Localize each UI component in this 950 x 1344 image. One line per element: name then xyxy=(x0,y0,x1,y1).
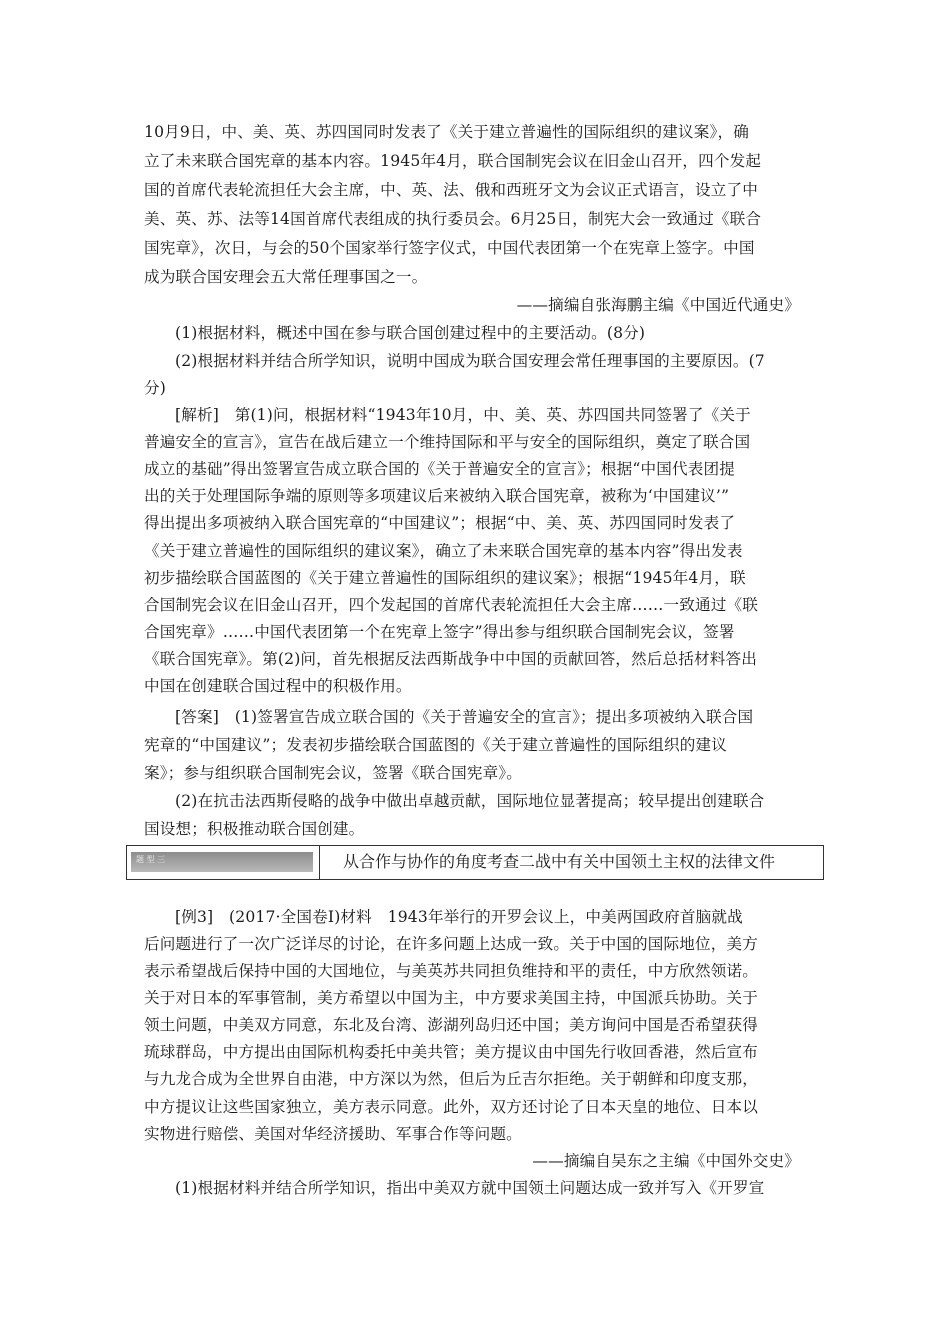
material-line: 国宪章》，次日，与会的50个国家举行签字仪式，中国代表团第一个在宪章上签字。中国 xyxy=(144,239,755,257)
section-tag xyxy=(131,852,313,872)
analysis-line: 合国宪章》……中国代表团第一个在宪章上签字”得出参与组织联合国制宪会议，签署 xyxy=(144,623,735,641)
analysis-line: 合国制宪会议在旧金山召开，四个发起国的首席代表轮流担任大会主席……一致通过《联 xyxy=(144,596,759,614)
analysis-line: 《关于建立普遍性的国际组织的建议案》，确立了未来联合国宪章的基本内容”得出发表 xyxy=(144,542,743,560)
analysis-line: 出的关于处理国际争端的原则等多项建议后来被纳入联合国宪章，被称为‘中国建议’” xyxy=(144,487,730,505)
material-line: 美、英、苏、法等14国首席代表组成的执行委员会。6月25日，制宪大会一致通过《联合 xyxy=(144,210,762,228)
example-line: 实物进行赔偿、美国对华经济援助、军事合作等问题。 xyxy=(144,1125,522,1143)
answer-line: 宪章的“中国建议”；发表初步描绘联合国蓝图的《关于建立普遍性的国际组织的建议 xyxy=(144,736,728,754)
question-2: (2)根据材料并结合所学知识，说明中国成为联合国安理会常任理事国的主要原因。(7 xyxy=(175,352,765,370)
analysis-line: [解析] 第(1)问，根据材料“1943年10月，中、美、英、苏四国共同签署了《关于 xyxy=(175,406,751,424)
answer-line: 国设想；积极推动联合国创建。 xyxy=(144,820,365,838)
section-tag-label: 题 型 三 xyxy=(136,855,166,864)
analysis-line: 初步描绘联合国蓝图的《关于建立普遍性的国际组织的建议案》；根据“1945年4月，联 xyxy=(144,569,746,587)
section-title: 从合作与协作的角度考查二战中有关中国领土主权的法律文件 xyxy=(343,852,776,871)
source-citation: ——摘编自吴东之主编《中国外交史》 xyxy=(532,1152,800,1170)
example-line: 关于对日本的军事管制，美方希望以中国为主，中方要求美国主持，中国派兵协助。关于 xyxy=(144,989,759,1007)
section-divider xyxy=(319,846,320,879)
example-line: [例3] (2017·全国卷Ⅰ)材料 1943年举行的开罗会议上，中美两国政府首脑就战 xyxy=(175,908,743,926)
question-3-1: (1)根据材料并结合所学知识，指出中美双方就中国领土问题达成一致并写入《开罗宣 xyxy=(175,1179,765,1197)
answer-line: 案》；参与组织联合国制宪会议，签署《联合国宪章》。 xyxy=(144,764,522,782)
section-header xyxy=(126,845,824,880)
example-line: 后问题进行了一次广泛详尽的讨论，在许多问题上达成一致。关于中国的国际地位，美方 xyxy=(144,935,759,953)
analysis-line: 得出提出多项被纳入联合国宪章的“中国建议”；根据“中、美、英、苏四国同时发表了 xyxy=(144,514,736,532)
source-citation: ——摘编自张海鹏主编《中国近代通史》 xyxy=(516,296,800,314)
analysis-line: 《联合国宪章》。第(2)问，首先根据反法西斯战争中中国的贡献回答，然后总括材料答出 xyxy=(144,650,758,668)
example-line: 领土问题，中美双方同意，东北及台湾、澎湖列岛归还中国；美方询问中国是否希望获得 xyxy=(144,1016,759,1034)
answer-line: [答案] (1)签署宣告成立联合国的《关于普遍安全的宣言》；提出多项被纳入联合国 xyxy=(175,708,754,726)
question-1: (1)根据材料，概述中国在参与联合国创建过程中的主要活动。(8分) xyxy=(175,324,646,342)
answer-line: (2)在抗击法西斯侵略的战争中做出卓越贡献，国际地位显著提高；较早提出创建联合 xyxy=(175,792,765,810)
material-line: 10月9日，中、美、英、苏四国同时发表了《关于建立普遍性的国际组织的建议案》，确 xyxy=(144,123,749,141)
example-line: 琉球群岛，中方提出由国际机构委托中美共管；美方提议由中国先行收回香港，然后宣布 xyxy=(144,1043,759,1061)
question-2-cont: 分) xyxy=(144,379,166,397)
material-line: 国的首席代表轮流担任大会主席，中、英、法、俄和西班牙文为会议正式语言，设立了中 xyxy=(144,181,759,199)
example-line: 与九龙合成为全世界自由港，中方深以为然，但后为丘吉尔拒绝。关于朝鲜和印度支那， xyxy=(144,1070,759,1088)
material-line: 立了未来联合国宪章的基本内容。1945年4月，联合国制宪会议在旧金山召开，四个发起 xyxy=(144,152,762,170)
analysis-line: 中国在创建联合国过程中的积极作用。 xyxy=(144,677,412,695)
example-line: 中方提议让这些国家独立，美方表示同意。此外，双方还讨论了日本天皇的地位、日本以 xyxy=(144,1098,759,1116)
analysis-line: 普遍安全的宣言》，宣告在战后建立一个维持国际和平与安全的国际组织，奠定了联合国 xyxy=(144,433,751,451)
example-line: 表示希望战后保持中国的大国地位，与美英苏共同担负维持和平的责任，中方欣然领诺。 xyxy=(144,962,759,980)
analysis-line: 成立的基础”得出签署宣告成立联合国的《关于普遍安全的宣言》；根据“中国代表团提 xyxy=(144,460,735,478)
material-line: 成为联合国安理会五大常任理事国之一。 xyxy=(144,268,428,286)
